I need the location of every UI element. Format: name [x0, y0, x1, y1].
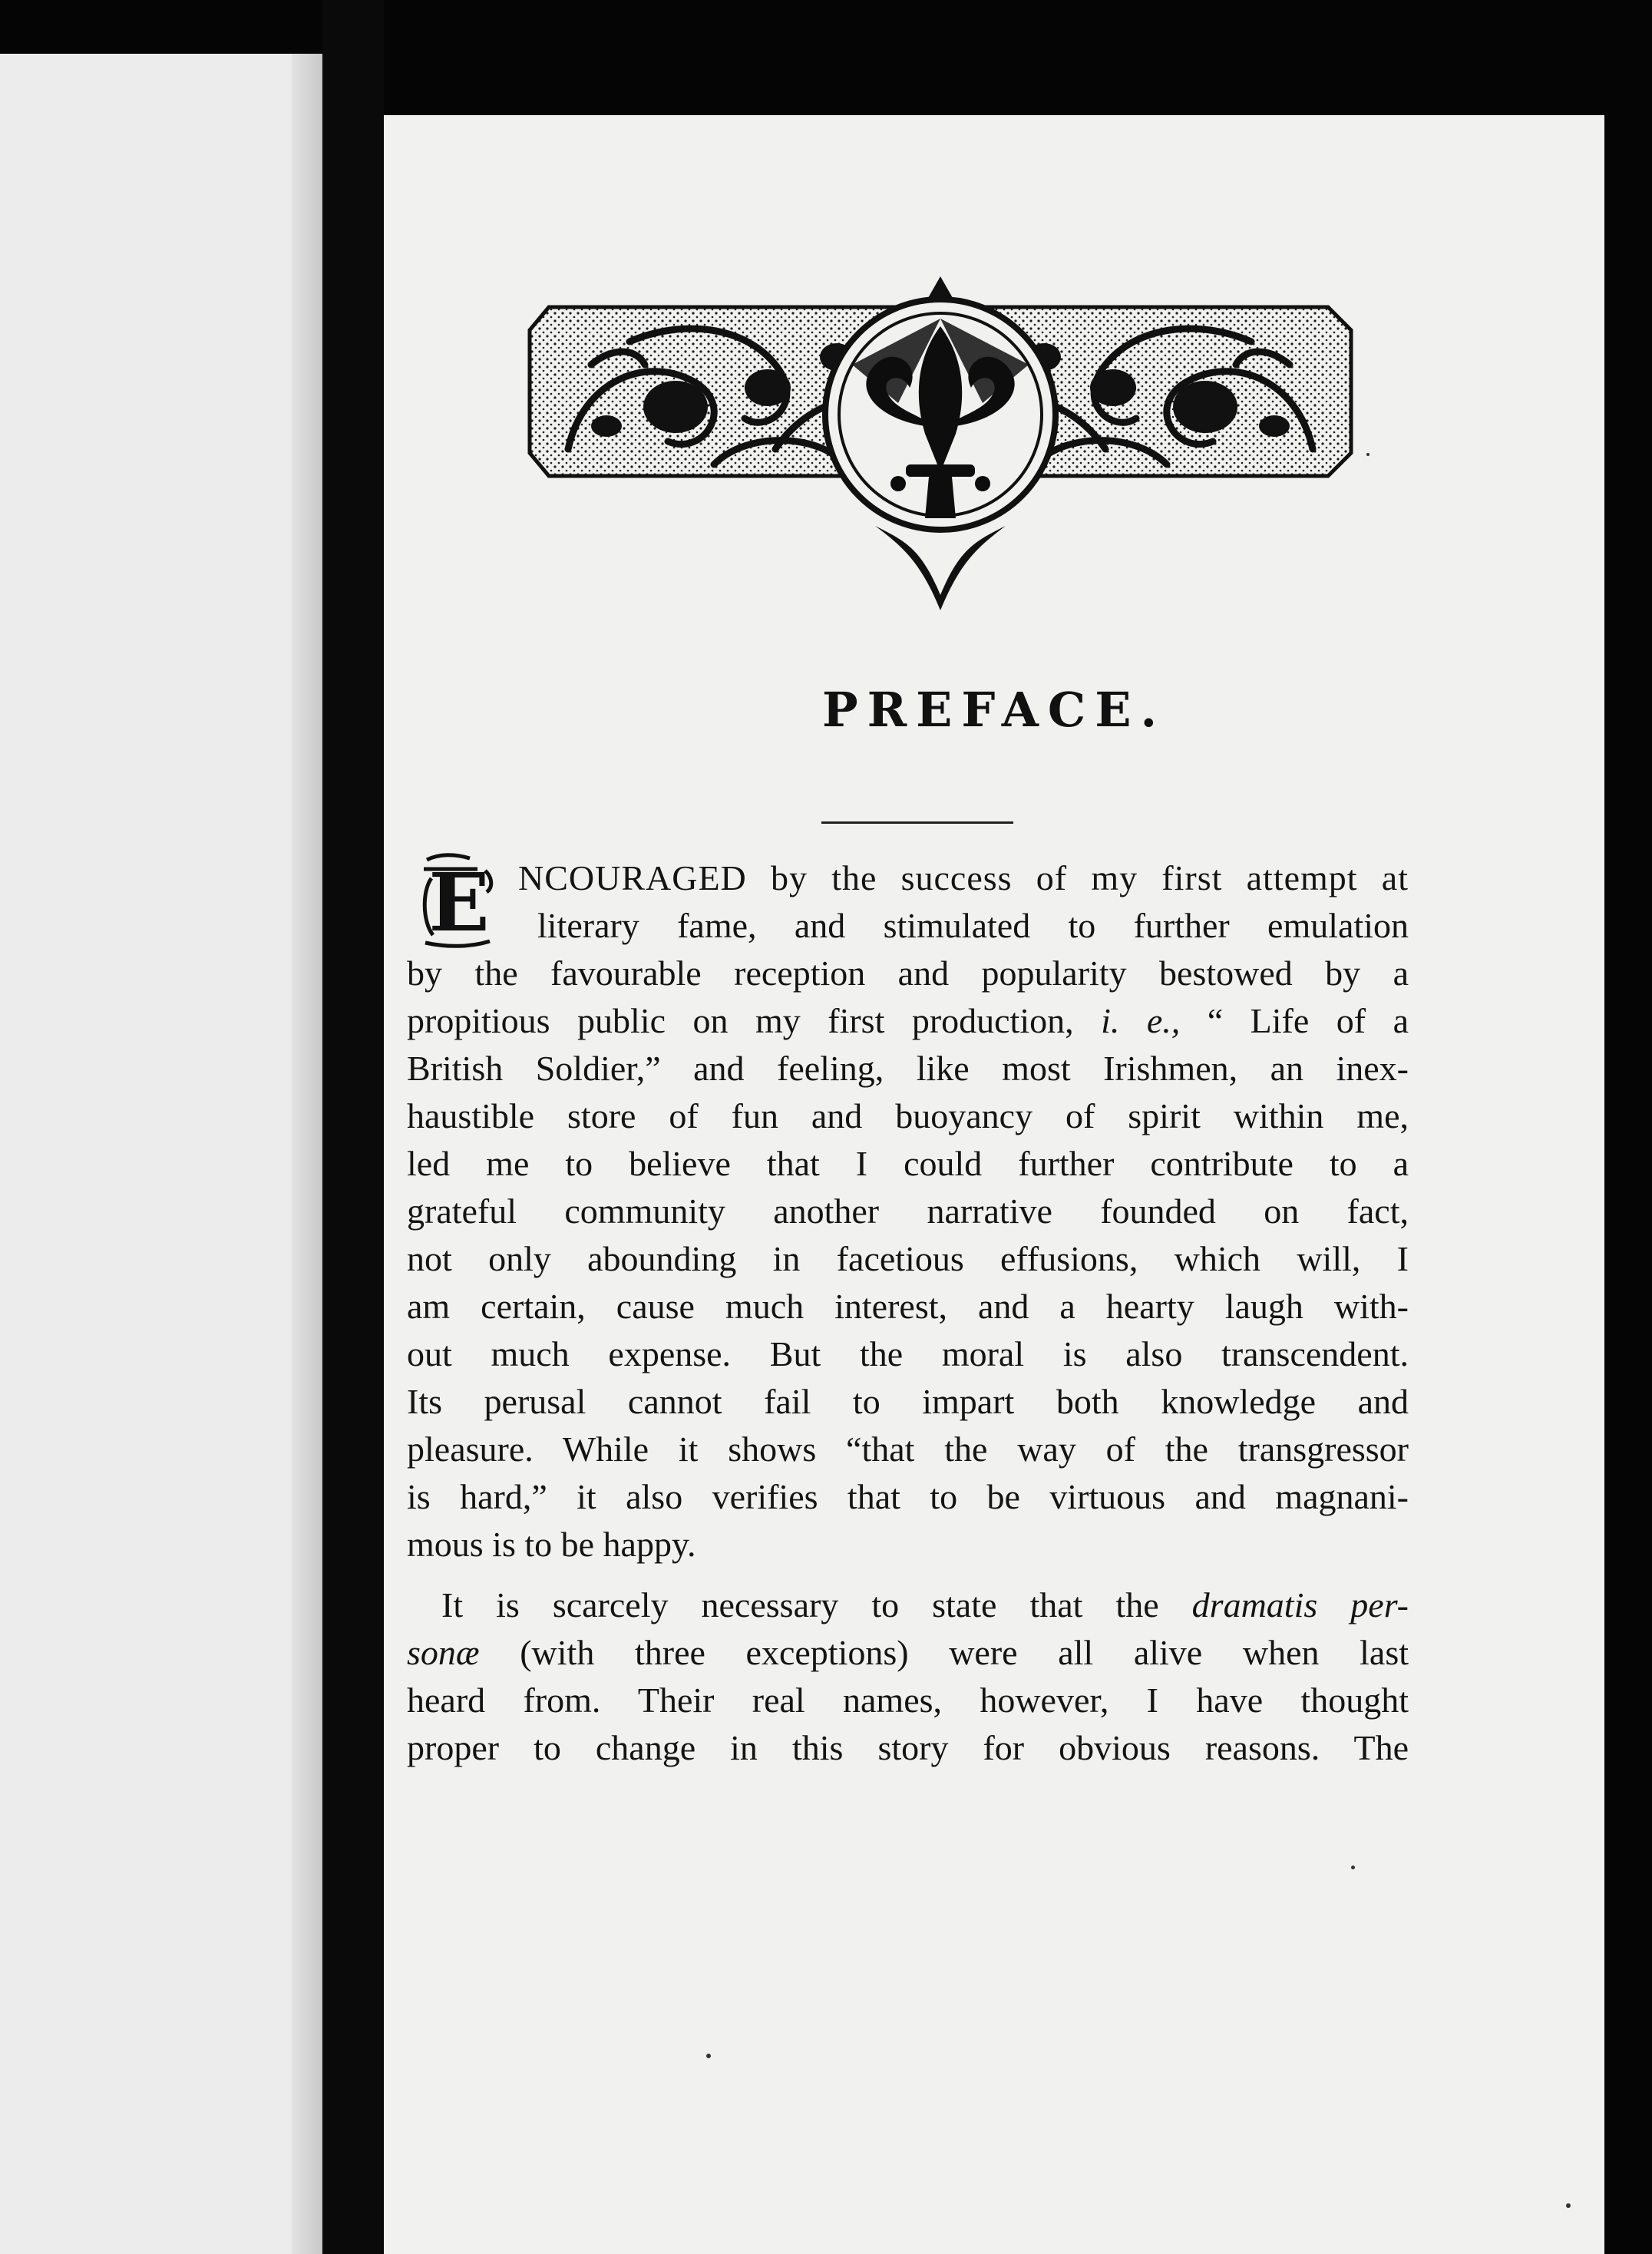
text-line: proper to change in this story for obvious reasons. The: [407, 1728, 1409, 1767]
text-line: am certain, cause much interest, and a hearty laugh with-: [407, 1287, 1409, 1326]
text-line: is hard,” it also verifies that to be virtuous and magnani-: [407, 1477, 1409, 1516]
text-line-mixed: [407, 999, 1409, 1043]
facing-page-shadow: [292, 54, 322, 2254]
text-line: literary fame, and stimulated to further emulation: [537, 906, 1409, 945]
text-line: mous is to be happy.: [407, 1525, 696, 1564]
text-line: led me to believe that I could further contribute to a: [407, 1144, 1409, 1183]
text-line: haustible store of fun and buoyancy of spirit within me,: [407, 1096, 1409, 1135]
page-title: PREFACE.: [821, 682, 1167, 738]
text-line: out much expense. But the moral is also transcendent.: [407, 1334, 1409, 1373]
italic-text-span: i. e.,: [1101, 1001, 1181, 1040]
text-line: heard from. Their real names, however, I have thought: [407, 1681, 1409, 1720]
ornamental-drop-cap: [416, 852, 502, 950]
text-line: by the favourable reception and popularity bestowed by a: [407, 953, 1409, 993]
text-line-mixed: [441, 1583, 1409, 1628]
text-span: propitious public on my first production,: [407, 1001, 1074, 1040]
book-page: [384, 115, 1604, 2254]
text-line: not only abounding in facetious effusions, which will, I: [407, 1239, 1409, 1278]
italic-text-span: dramatis per-: [1191, 1585, 1409, 1624]
text-line: NCOURAGED by the success of my first attempt at: [518, 858, 1409, 897]
text-span: (with three exceptions) were all alive when last: [520, 1633, 1409, 1672]
title-rule-divider: [821, 821, 1013, 824]
italic-text-span: sonæ: [407, 1633, 480, 1672]
text-line: Its perusal cannot fail to impart both knowledge and: [407, 1382, 1409, 1421]
text-line: grateful community another narrative founded on fact,: [407, 1191, 1409, 1231]
svg-text:E: E: [428, 855, 490, 950]
text-span: “ Life of a: [1207, 1001, 1409, 1040]
book-gutter: [322, 0, 384, 2254]
text-line: pleasure. While it shows “that the way of the transgressor: [407, 1429, 1409, 1469]
text-span: It is scarcely necessary to state that the: [441, 1585, 1159, 1624]
text-line: British Soldier,” and feeling, like most Irishmen, an inex-: [407, 1049, 1409, 1088]
fleur-de-lis-headpiece-ornament: [514, 273, 1366, 633]
facing-page: [0, 54, 322, 2254]
text-line-mixed: [407, 1631, 1409, 1675]
